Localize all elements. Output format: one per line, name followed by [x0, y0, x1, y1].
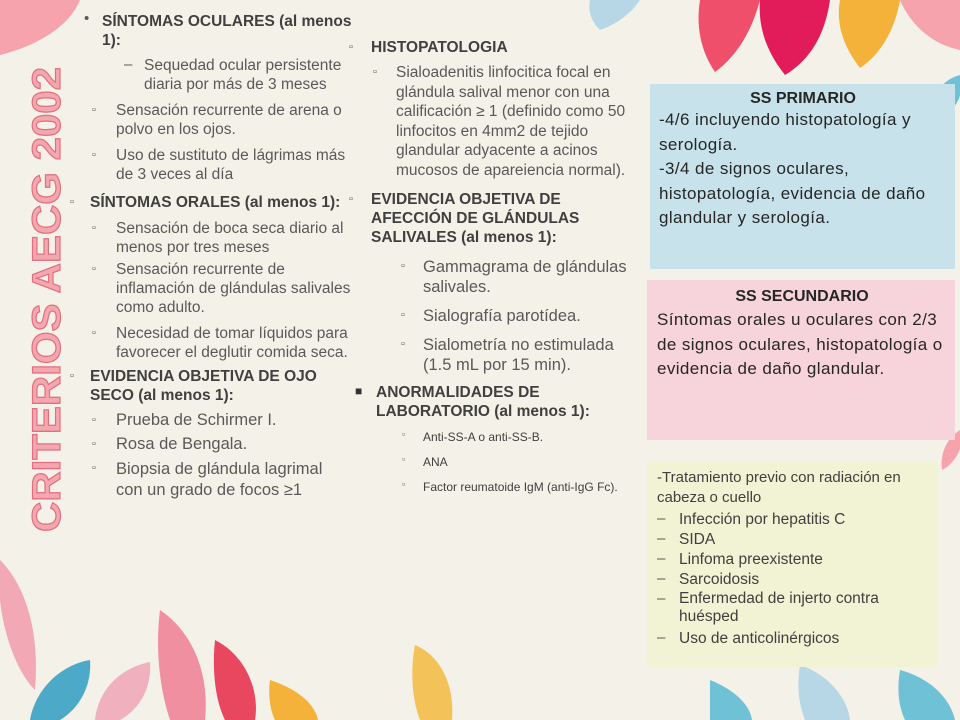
oral-item-1: Sensación de boca seca diario al menos por tres meses: [116, 220, 344, 256]
vertical-title: [25, 62, 69, 532]
exclusion-item-2: SIDA: [679, 531, 716, 548]
lab-item-3: Factor reumatoide IgM (anti-IgG Fc).: [423, 479, 618, 494]
square-bullet-icon: ▫: [92, 222, 96, 234]
petal-top-center: [589, 0, 640, 30]
primary-line-1: -4/6 incluyendo histopatología y serología.: [659, 110, 911, 154]
petal-top-right-2: [760, 0, 830, 75]
dash-bullet-icon: –: [657, 550, 666, 567]
dash-bullet-icon: –: [657, 590, 666, 607]
square-bullet-icon: ▫: [92, 438, 96, 450]
exclusion-item-1: Infección por hepatitis C: [679, 511, 846, 528]
list-item: [345, 478, 633, 496]
eye-item-2: Rosa de Bengala.: [116, 435, 248, 453]
list-item: [62, 146, 352, 184]
salivary-evidence-heading: [345, 190, 635, 247]
list-item: [345, 335, 635, 375]
dash-bullet-icon: –: [657, 510, 666, 527]
petal-bottom-right-2: [798, 665, 850, 720]
petal-bottom-left-2: [30, 660, 90, 720]
eye-item-1: Prueba de Schirmer I.: [116, 411, 277, 429]
exclusion-item-4: Sarcoidosis: [679, 571, 760, 588]
exclusion-intro: -Tratamiento previo con radiación en cabeza o cuello: [657, 469, 901, 506]
ocular-item-2: Sensación recurrente de arena o polvo en los ojos.: [116, 102, 342, 138]
list-item: [62, 101, 352, 139]
eye-evidence-heading: [62, 367, 352, 405]
petal-top-right-4: [900, 0, 960, 50]
list-item: [657, 550, 931, 570]
exclusion-item-3: Linfoma preexistente: [679, 551, 823, 568]
petal-top-right-1: [699, 0, 760, 72]
primary-line-2: -3/4 de signos oculares, histopatología, evidencia de daño glandular y serología.: [659, 159, 926, 227]
column-evidence: [345, 38, 635, 496]
ocular-item-3: Uso de sustituto de lágrimas más de 3 veces al día: [116, 147, 346, 183]
square-bullet-icon: ▫: [373, 66, 377, 78]
lab-title: ANORMALIDADES DE LABORATORIO (al menos 1):: [376, 383, 590, 420]
square-bullet-icon: ▫: [70, 196, 74, 208]
list-item: [62, 459, 352, 501]
list-item: [345, 257, 635, 297]
list-item: [62, 324, 352, 362]
list-item: [657, 530, 931, 550]
square-bullet-icon: ▫: [92, 104, 96, 116]
square-bullet-icon: ▫: [349, 41, 353, 53]
list-item: [345, 428, 635, 446]
petal-bottom-right-3: [898, 670, 955, 720]
primary-title: SS PRIMARIO: [750, 90, 856, 107]
laboratory-heading: [345, 383, 635, 421]
list-item: [657, 629, 931, 649]
oral-title: SÍNTOMAS ORALES (al menos 1):: [90, 194, 341, 211]
histo-item: Sialoadenitis linfocitica focal en glándula salival menor con una calificación ≥ 1 (definido como 50 linfocitos en 4mm2 de tejido glandular adyacente a acinos mucosos de apareiencia normal).: [396, 64, 626, 179]
primary-ss-box: [650, 84, 955, 269]
list-item: [62, 435, 352, 454]
list-item: [657, 590, 931, 626]
salivary-item-2: Sialografía parotídea.: [423, 306, 581, 325]
exclusion-item-6: Uso de anticolinérgicos: [679, 630, 840, 647]
secondary-title: SS SECUNDARIO: [735, 288, 869, 305]
petal-top-right-3: [839, 0, 900, 68]
list-item: [657, 570, 931, 590]
secondary-text: Síntomas orales u oculares con 2/3 de signos oculares, histopatología o evidencia de daño glandular.: [657, 310, 943, 378]
salivary-item-3: Sialometría no estimulada (1.5 mL por 15 min).: [423, 335, 614, 374]
column-symptoms: [62, 12, 352, 501]
square-bullet-icon: ▫: [92, 263, 96, 275]
petal-bottom-left-3: [95, 662, 150, 720]
square-bullet-icon: ▫: [92, 414, 96, 426]
petal-bottom-right-1: [710, 680, 752, 720]
bullet-dot-icon: •: [84, 10, 90, 27]
petal-bottom-center-2: [214, 640, 256, 720]
salivary-item-1: Gammagrama de glándulas salivales.: [423, 257, 627, 296]
list-item: [345, 306, 635, 326]
lab-item-2: ANA: [423, 454, 448, 469]
square-bullet-icon: ▫: [401, 259, 405, 272]
petal-bottom-center-1: [158, 610, 206, 720]
petal-bottom-left-1: [0, 560, 36, 690]
square-bullet-icon: ▫: [349, 192, 353, 205]
lab-item-1: Anti-SS-A o anti-SS-B.: [423, 429, 544, 444]
exclusion-box: [647, 461, 937, 667]
oral-item-2: Sensación recurrente de inflamación de glándulas salivales como adulto.: [116, 261, 351, 316]
petal-bottom-mid: [412, 645, 452, 720]
dash-bullet-icon: –: [657, 530, 666, 547]
list-item: [62, 219, 352, 257]
exclusion-item-5: Enfermedad de injerto contra huésped: [679, 590, 879, 625]
salivary-title: EVIDENCIA OBJETIVA DE AFECCIÓN DE GLÁNDULAS SALIVALES (al menos 1):: [371, 190, 580, 246]
list-item: [657, 510, 931, 530]
list-item: [62, 411, 352, 430]
list-item: [62, 260, 352, 317]
ocular-item-1: Sequedad ocular persistente diaria por más de 3 meses: [144, 57, 342, 93]
square-bullet-icon: ▫: [402, 428, 406, 439]
secondary-ss-box: [647, 280, 955, 440]
square-bullet-icon: ▫: [401, 308, 405, 321]
ocular-title: SÍNTOMAS OCULARES (al menos 1):: [102, 13, 352, 49]
ocular-symptoms-heading: [62, 12, 352, 50]
dash-bullet-icon: –: [657, 629, 666, 646]
square-bullet-icon: ▫: [92, 462, 96, 474]
list-item: [345, 453, 635, 471]
vertical-title-text: CRITERIOS AECG 2002: [25, 88, 69, 532]
petal-bottom-center-3: [269, 680, 318, 720]
square-bullet-icon: ▫: [402, 453, 406, 464]
oral-item-3: Necesidad de tomar líquidos para favorecer el deglutir comida seca.: [116, 325, 348, 361]
square-bullet-icon: ▫: [401, 337, 405, 350]
dash-bullet-icon: –: [657, 570, 666, 587]
square-bullet-icon: ▫: [92, 149, 96, 161]
eye-title: EVIDENCIA OBJETIVA DE OJO SECO (al menos 1):: [90, 368, 317, 404]
list-item: [345, 63, 635, 181]
filled-square-bullet-icon: ■: [355, 383, 363, 398]
dash-bullet-icon: –: [124, 56, 133, 73]
square-bullet-icon: ▫: [70, 370, 74, 382]
eye-item-3: Biopsia de glándula lagrimal con un grado de focos ≥1: [116, 460, 323, 499]
histo-title: HISTOPATOLOGIA: [371, 39, 508, 56]
list-item: [62, 56, 352, 94]
histopathology-heading: [345, 38, 635, 57]
square-bullet-icon: ▫: [402, 478, 406, 489]
oral-symptoms-heading: [62, 193, 352, 212]
square-bullet-icon: ▫: [92, 327, 96, 339]
